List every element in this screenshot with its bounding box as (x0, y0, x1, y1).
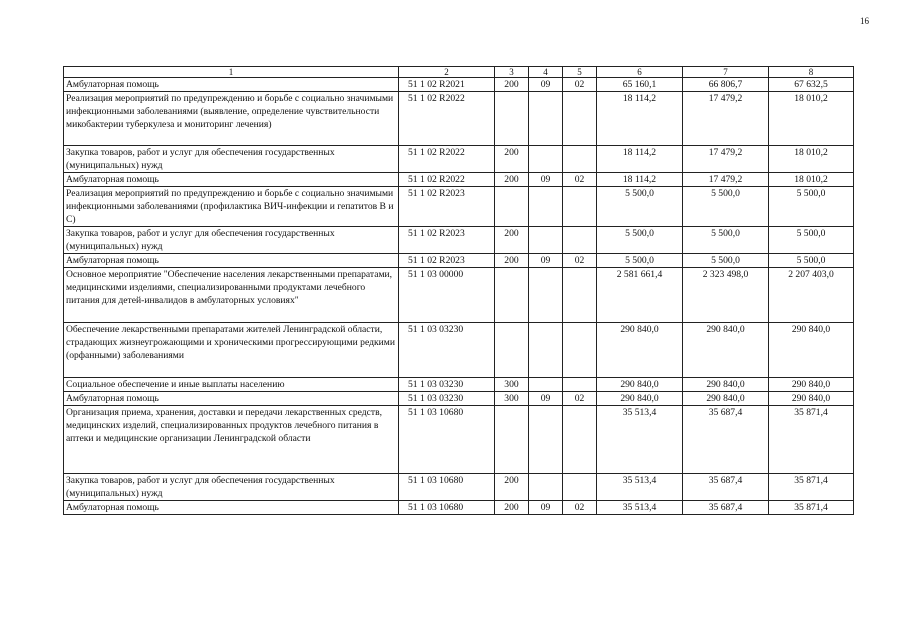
header-cell: 3 (495, 67, 529, 78)
cell-value-year2: 5 500,0 (683, 254, 769, 268)
cell-code: 51 1 02 R2022 (399, 146, 495, 173)
cell-pr: 02 (563, 254, 597, 268)
cell-rz: 09 (529, 254, 563, 268)
cell-value-year2: 5 500,0 (683, 187, 769, 227)
cell-code: 51 1 02 R2023 (399, 227, 495, 254)
cell-value-year3: 5 500,0 (769, 227, 854, 254)
cell-rz: 09 (529, 392, 563, 406)
cell-name: Организация приема, хранения, доставки и передачи лекарственных средств, медицинских изделий, специализированных продуктов лечебного питания в аптеки и медицинские организации Ленинградской области (64, 406, 399, 474)
cell-vr: 200 (495, 146, 529, 173)
cell-code: 51 1 03 03230 (399, 323, 495, 378)
table-row (64, 474, 854, 501)
cell-code: 51 1 03 10680 (399, 474, 495, 501)
cell-vr (495, 323, 529, 378)
cell-vr (495, 187, 529, 227)
cell-pr (563, 268, 597, 323)
cell-value-year2: 2 323 498,0 (683, 268, 769, 323)
cell-code: 51 1 03 03230 (399, 392, 495, 406)
cell-pr: 02 (563, 392, 597, 406)
cell-value-year2: 35 687,4 (683, 406, 769, 474)
cell-pr (563, 92, 597, 146)
cell-name: Реализация мероприятий по предупреждению и борьбе с социально значимыми инфекционными заболеваниями (выявление, определение чувствительности микобактерии туберкулеза и мониторинг лечения) (64, 92, 399, 146)
table-row (64, 92, 854, 146)
table-row (64, 187, 854, 227)
cell-rz (529, 268, 563, 323)
cell-code: 51 1 02 R2023 (399, 187, 495, 227)
cell-code: 51 1 02 R2023 (399, 254, 495, 268)
cell-value-year1: 5 500,0 (597, 254, 683, 268)
cell-name: Основное мероприятие "Обеспечение населения лекарственными препаратами, медицинскими изделиями, специализированными продуктами лечебного питания для детей-инвалидов в амбулаторных условиях" (64, 268, 399, 323)
cell-pr (563, 227, 597, 254)
cell-name: Закупка товаров, работ и услуг для обеспечения государственных (муниципальных) нужд (64, 474, 399, 501)
cell-value-year3: 18 010,2 (769, 146, 854, 173)
table-row (64, 146, 854, 173)
cell-pr: 02 (563, 173, 597, 187)
cell-value-year2: 35 687,4 (683, 501, 769, 515)
cell-value-year3: 35 871,4 (769, 406, 854, 474)
cell-vr (495, 268, 529, 323)
cell-code: 51 1 03 10680 (399, 406, 495, 474)
cell-value-year3: 5 500,0 (769, 187, 854, 227)
cell-value-year2: 290 840,0 (683, 323, 769, 378)
table-row (64, 406, 854, 474)
cell-pr (563, 323, 597, 378)
cell-vr: 200 (495, 78, 529, 92)
table-row (64, 78, 854, 92)
cell-rz (529, 227, 563, 254)
cell-vr (495, 406, 529, 474)
cell-value-year1: 2 581 661,4 (597, 268, 683, 323)
table-row (64, 378, 854, 392)
cell-rz (529, 378, 563, 392)
cell-value-year2: 290 840,0 (683, 392, 769, 406)
cell-vr (495, 92, 529, 146)
cell-name: Амбулаторная помощь (64, 173, 399, 187)
cell-pr (563, 187, 597, 227)
cell-vr: 200 (495, 227, 529, 254)
cell-vr: 200 (495, 254, 529, 268)
header-cell: 8 (769, 67, 854, 78)
header-cell: 2 (399, 67, 495, 78)
cell-value-year3: 290 840,0 (769, 378, 854, 392)
cell-value-year1: 35 513,4 (597, 501, 683, 515)
cell-value-year3: 67 632,5 (769, 78, 854, 92)
header-cell: 1 (64, 67, 399, 78)
cell-pr: 02 (563, 501, 597, 515)
cell-pr (563, 146, 597, 173)
cell-code: 51 1 02 R2022 (399, 92, 495, 146)
cell-name: Обеспечение лекарственными препаратами жителей Ленинградской области, страдающих жизнеугрожающими и хроническими прогрессирующими редкими (орфанными) заболеваниями (64, 323, 399, 378)
table-row (64, 501, 854, 515)
cell-value-year2: 17 479,2 (683, 92, 769, 146)
cell-value-year1: 290 840,0 (597, 378, 683, 392)
cell-rz (529, 474, 563, 501)
cell-rz: 09 (529, 173, 563, 187)
cell-value-year2: 17 479,2 (683, 146, 769, 173)
cell-name: Амбулаторная помощь (64, 254, 399, 268)
cell-rz: 09 (529, 501, 563, 515)
cell-vr: 300 (495, 378, 529, 392)
cell-value-year2: 290 840,0 (683, 378, 769, 392)
cell-pr (563, 474, 597, 501)
cell-value-year3: 2 207 403,0 (769, 268, 854, 323)
cell-vr: 200 (495, 173, 529, 187)
cell-value-year1: 18 114,2 (597, 173, 683, 187)
cell-value-year1: 65 160,1 (597, 78, 683, 92)
cell-pr (563, 378, 597, 392)
table-row (64, 227, 854, 254)
cell-rz (529, 323, 563, 378)
cell-value-year3: 290 840,0 (769, 392, 854, 406)
cell-code: 51 1 03 03230 (399, 378, 495, 392)
cell-value-year1: 290 840,0 (597, 392, 683, 406)
budget-table (63, 66, 854, 515)
header-row (64, 67, 854, 78)
cell-value-year1: 35 513,4 (597, 474, 683, 501)
cell-value-year2: 5 500,0 (683, 227, 769, 254)
cell-name: Реализация мероприятий по предупреждению и борьбе с социально значимыми инфекционными заболеваниями (профилактика ВИЧ-инфекции и гепатитов В и С) (64, 187, 399, 227)
cell-value-year3: 35 871,4 (769, 501, 854, 515)
table-row (64, 254, 854, 268)
cell-value-year3: 18 010,2 (769, 173, 854, 187)
cell-value-year1: 5 500,0 (597, 187, 683, 227)
cell-name: Социальное обеспечение и иные выплаты населению (64, 378, 399, 392)
header-cell: 4 (529, 67, 563, 78)
cell-rz (529, 406, 563, 474)
cell-name: Амбулаторная помощь (64, 78, 399, 92)
cell-value-year1: 290 840,0 (597, 323, 683, 378)
cell-value-year3: 35 871,4 (769, 474, 854, 501)
cell-code: 51 1 03 10680 (399, 501, 495, 515)
cell-name: Амбулаторная помощь (64, 501, 399, 515)
cell-value-year1: 5 500,0 (597, 227, 683, 254)
cell-rz: 09 (529, 78, 563, 92)
cell-value-year2: 35 687,4 (683, 474, 769, 501)
cell-pr: 02 (563, 78, 597, 92)
cell-value-year2: 66 806,7 (683, 78, 769, 92)
cell-code: 51 1 02 R2022 (399, 173, 495, 187)
cell-value-year1: 35 513,4 (597, 406, 683, 474)
table-row (64, 392, 854, 406)
table-row (64, 268, 854, 323)
cell-value-year2: 17 479,2 (683, 173, 769, 187)
cell-vr: 200 (495, 474, 529, 501)
cell-code: 51 1 03 00000 (399, 268, 495, 323)
cell-value-year1: 18 114,2 (597, 92, 683, 146)
cell-value-year3: 18 010,2 (769, 92, 854, 146)
cell-name: Закупка товаров, работ и услуг для обеспечения государственных (муниципальных) нужд (64, 227, 399, 254)
cell-vr: 200 (495, 501, 529, 515)
table-row (64, 173, 854, 187)
cell-rz (529, 187, 563, 227)
cell-rz (529, 92, 563, 146)
cell-value-year3: 290 840,0 (769, 323, 854, 378)
cell-name: Закупка товаров, работ и услуг для обеспечения государственных (муниципальных) нужд (64, 146, 399, 173)
header-cell: 7 (683, 67, 769, 78)
cell-vr: 300 (495, 392, 529, 406)
cell-name: Амбулаторная помощь (64, 392, 399, 406)
header-cell: 6 (597, 67, 683, 78)
header-cell: 5 (563, 67, 597, 78)
cell-value-year1: 18 114,2 (597, 146, 683, 173)
table-row (64, 323, 854, 378)
page-number: 16 (860, 16, 869, 26)
cell-value-year3: 5 500,0 (769, 254, 854, 268)
cell-rz (529, 146, 563, 173)
cell-pr (563, 406, 597, 474)
cell-code: 51 1 02 R2021 (399, 78, 495, 92)
